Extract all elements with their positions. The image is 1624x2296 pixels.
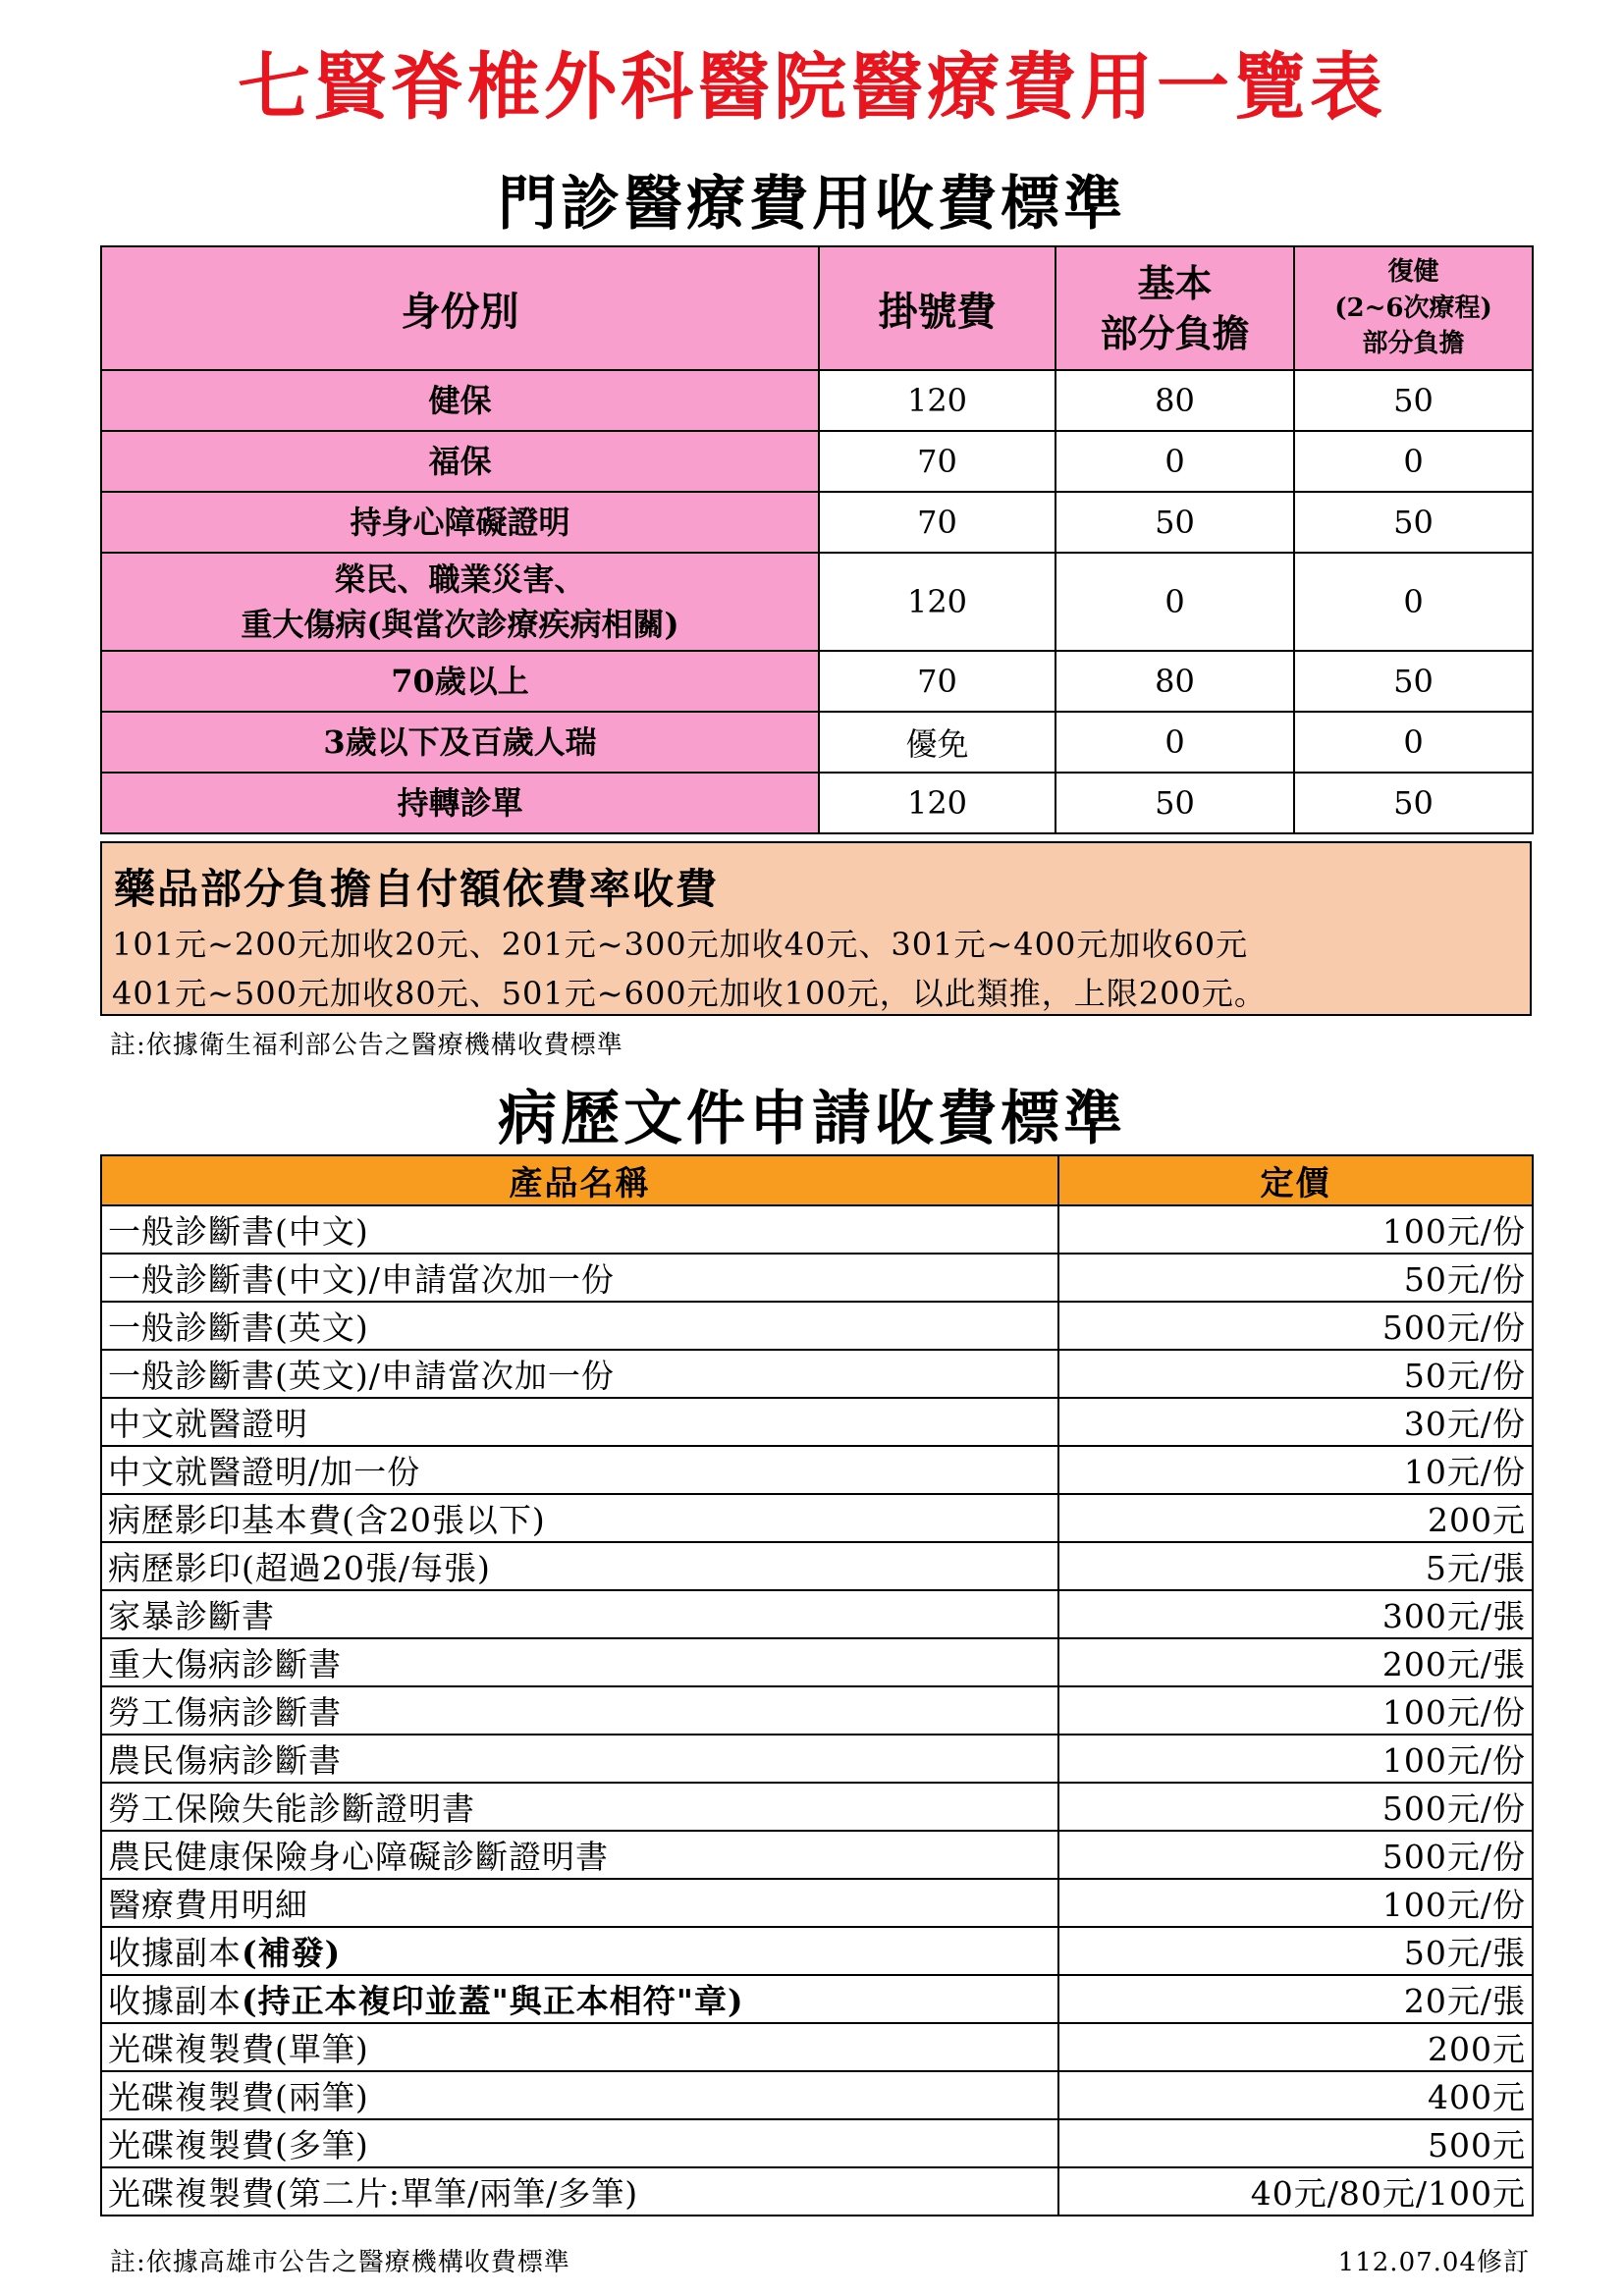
table-row bbox=[101, 1302, 1533, 1350]
drug-copay-line: 101元~200元加收20元、201元~300元加收40元、301元~400元加收60元 bbox=[112, 926, 1249, 963]
price-cell: 200元/張 bbox=[1058, 1638, 1533, 1686]
price-cell: 30元/份 bbox=[1058, 1398, 1533, 1446]
registration-fee-cell: 優免 bbox=[819, 712, 1056, 773]
product-name-cell: 重大傷病診斷書 bbox=[101, 1638, 1058, 1686]
main-title: 七賢脊椎外科醫院醫療費用一覽表 bbox=[238, 45, 1386, 130]
table-row bbox=[101, 1590, 1533, 1638]
rehab-copay-cell: 50 bbox=[1294, 492, 1533, 553]
product-name-cell bbox=[101, 1975, 1058, 2023]
product-name-cell: 光碟複製費(多筆) bbox=[101, 2119, 1058, 2167]
product-name-cell: 光碟複製費(單筆) bbox=[101, 2023, 1058, 2071]
identity-cell: 健保 bbox=[101, 370, 819, 431]
price-cell: 100元/份 bbox=[1058, 1686, 1533, 1735]
registration-fee-cell: 70 bbox=[819, 492, 1056, 553]
product-name-text: 收據副本 bbox=[108, 1934, 242, 1972]
price-cell: 50元/份 bbox=[1058, 1350, 1533, 1398]
table-row bbox=[101, 370, 1533, 431]
product-name-cell: 醫療費用明細 bbox=[101, 1879, 1058, 1927]
registration-fee-cell: 70 bbox=[819, 431, 1056, 492]
basic-copay-cell: 80 bbox=[1056, 651, 1294, 712]
rehab-copay-header-line3: 部分負擔 bbox=[1362, 329, 1465, 359]
table-row bbox=[101, 773, 1533, 833]
identity-cell bbox=[101, 553, 819, 651]
price-cell: 50元/份 bbox=[1058, 1254, 1533, 1302]
product-name-cell: 農民健康保險身心障礙診斷證明書 bbox=[101, 1831, 1058, 1879]
table-row bbox=[101, 1927, 1533, 1975]
table-row bbox=[101, 1446, 1533, 1494]
table-row bbox=[101, 1735, 1533, 1783]
registration-fee-cell: 120 bbox=[819, 773, 1056, 833]
product-name-cell: 光碟複製費(兩筆) bbox=[101, 2071, 1058, 2119]
identity-cell-line1: 榮民、職業災害、 bbox=[334, 560, 586, 598]
product-name-bold-text: (持正本複印並蓋"與正本相符"章) bbox=[242, 1982, 744, 2020]
table-row bbox=[101, 1542, 1533, 1590]
basic-copay-cell: 50 bbox=[1056, 492, 1294, 553]
table-row bbox=[101, 1975, 1533, 2023]
price-cell: 10元/份 bbox=[1058, 1446, 1533, 1494]
table-row bbox=[101, 712, 1533, 773]
rehab-copay-header-line1: 復健 bbox=[1387, 257, 1439, 288]
table-row bbox=[101, 553, 1533, 651]
basic-copay-cell: 50 bbox=[1056, 773, 1294, 833]
product-name-bold-text: (補發) bbox=[242, 1934, 342, 1972]
basic-copay-header bbox=[1056, 246, 1294, 370]
rehab-copay-cell: 50 bbox=[1294, 773, 1533, 833]
product-name-cell: 一般診斷書(中文)/申請當次加一份 bbox=[101, 1254, 1058, 1302]
product-name-cell: 光碟複製費(第二片:單筆/兩筆/多筆) bbox=[101, 2167, 1058, 2216]
price-cell: 20元/張 bbox=[1058, 1975, 1533, 2023]
table-row bbox=[101, 1205, 1533, 1254]
price-header: 定價 bbox=[1058, 1155, 1533, 1205]
price-cell: 40元/80元/100元 bbox=[1058, 2167, 1533, 2216]
product-name-text: 收據副本 bbox=[108, 1982, 242, 2020]
drug-copay-line: 401元~500元加收80元、501元~600元加收100元，以此類推，上限200元。 bbox=[112, 975, 1267, 1012]
table-row bbox=[101, 1831, 1533, 1879]
rehab-copay-cell: 50 bbox=[1294, 651, 1533, 712]
outpatient-fee-table bbox=[100, 245, 1534, 834]
price-cell: 500元/份 bbox=[1058, 1831, 1533, 1879]
price-cell: 200元 bbox=[1058, 1494, 1533, 1542]
registration-fee-cell: 120 bbox=[819, 370, 1056, 431]
price-cell: 500元/份 bbox=[1058, 1302, 1533, 1350]
price-cell: 50元/張 bbox=[1058, 1927, 1533, 1975]
basic-copay-header-line1: 基本 bbox=[1137, 260, 1213, 305]
identity-cell: 福保 bbox=[101, 431, 819, 492]
basic-copay-header-line2: 部分負擔 bbox=[1100, 311, 1250, 355]
price-cell: 5元/張 bbox=[1058, 1542, 1533, 1590]
rehab-copay-header-line2: (2~6次療程) bbox=[1334, 293, 1492, 323]
records-fee-table bbox=[100, 1154, 1534, 2216]
product-name-cell: 家暴診斷書 bbox=[101, 1590, 1058, 1638]
basic-copay-cell: 0 bbox=[1056, 712, 1294, 773]
table-row bbox=[101, 2071, 1533, 2119]
price-cell: 400元 bbox=[1058, 2071, 1533, 2119]
identity-cell: 持身心障礙證明 bbox=[101, 492, 819, 553]
price-cell: 300元/張 bbox=[1058, 1590, 1533, 1638]
table-row bbox=[101, 1686, 1533, 1735]
outpatient-note: 註:依據衛生福利部公告之醫療機構收費標準 bbox=[110, 1031, 623, 1060]
table-row bbox=[101, 2023, 1533, 2071]
product-name-cell: 一般診斷書(英文)/申請當次加一份 bbox=[101, 1350, 1058, 1398]
price-cell: 500元/份 bbox=[1058, 1783, 1533, 1831]
table-row bbox=[101, 1398, 1533, 1446]
identity-header: 身份別 bbox=[101, 246, 819, 370]
records-note: 註:依據高雄市公告之醫療機構收費標準 bbox=[110, 2248, 570, 2277]
records-header-row bbox=[101, 1155, 1533, 1205]
price-cell: 100元/份 bbox=[1058, 1879, 1533, 1927]
price-cell: 500元 bbox=[1058, 2119, 1533, 2167]
product-name-header: 產品名稱 bbox=[101, 1155, 1058, 1205]
table-row bbox=[101, 431, 1533, 492]
identity-cell: 3歲以下及百歲人瑞 bbox=[101, 712, 819, 773]
drug-copay-title: 藥品部分負擔自付額依費率收費 bbox=[114, 865, 720, 913]
registration-fee-cell: 120 bbox=[819, 553, 1056, 651]
registration-fee-header: 掛號費 bbox=[819, 246, 1056, 370]
table-row bbox=[101, 1350, 1533, 1398]
price-cell: 100元/份 bbox=[1058, 1735, 1533, 1783]
price-cell: 200元 bbox=[1058, 2023, 1533, 2071]
identity-cell: 70歲以上 bbox=[101, 651, 819, 712]
basic-copay-cell: 0 bbox=[1056, 553, 1294, 651]
table-row bbox=[101, 2167, 1533, 2216]
rehab-copay-cell: 0 bbox=[1294, 553, 1533, 651]
product-name-cell bbox=[101, 1927, 1058, 1975]
product-name-cell: 中文就醫證明/加一份 bbox=[101, 1446, 1058, 1494]
product-name-cell: 勞工保險失能診斷證明書 bbox=[101, 1783, 1058, 1831]
revision-date: 112.07.04修訂 bbox=[1337, 2248, 1530, 2277]
rehab-copay-header bbox=[1294, 246, 1533, 370]
product-name-cell: 中文就醫證明 bbox=[101, 1398, 1058, 1446]
basic-copay-cell: 0 bbox=[1056, 431, 1294, 492]
records-fee-title: 病歷文件申請收費標準 bbox=[498, 1085, 1126, 1153]
product-name-cell: 一般診斷書(中文) bbox=[101, 1205, 1058, 1254]
rehab-copay-cell: 0 bbox=[1294, 431, 1533, 492]
product-name-cell: 一般診斷書(英文) bbox=[101, 1302, 1058, 1350]
rehab-copay-cell: 0 bbox=[1294, 712, 1533, 773]
basic-copay-cell: 80 bbox=[1056, 370, 1294, 431]
registration-fee-cell: 70 bbox=[819, 651, 1056, 712]
outpatient-header-row bbox=[101, 246, 1533, 370]
table-row bbox=[101, 1494, 1533, 1542]
price-cell: 100元/份 bbox=[1058, 1205, 1533, 1254]
table-row bbox=[101, 1783, 1533, 1831]
identity-cell: 持轉診單 bbox=[101, 773, 819, 833]
product-name-cell: 勞工傷病診斷書 bbox=[101, 1686, 1058, 1735]
rehab-copay-cell: 50 bbox=[1294, 370, 1533, 431]
table-row bbox=[101, 2119, 1533, 2167]
table-row bbox=[101, 651, 1533, 712]
table-row bbox=[101, 1638, 1533, 1686]
table-row bbox=[101, 492, 1533, 553]
table-row bbox=[101, 1254, 1533, 1302]
table-row bbox=[101, 1879, 1533, 1927]
drug-copay-box bbox=[100, 841, 1532, 1016]
product-name-cell: 病歷影印基本費(含20張以下) bbox=[101, 1494, 1058, 1542]
product-name-cell: 農民傷病診斷書 bbox=[101, 1735, 1058, 1783]
product-name-cell: 病歷影印(超過20張/每張) bbox=[101, 1542, 1058, 1590]
identity-cell-line2: 重大傷病(與當次診療疾病相關) bbox=[241, 606, 679, 643]
outpatient-fee-title: 門診醫療費用收費標準 bbox=[498, 170, 1126, 239]
